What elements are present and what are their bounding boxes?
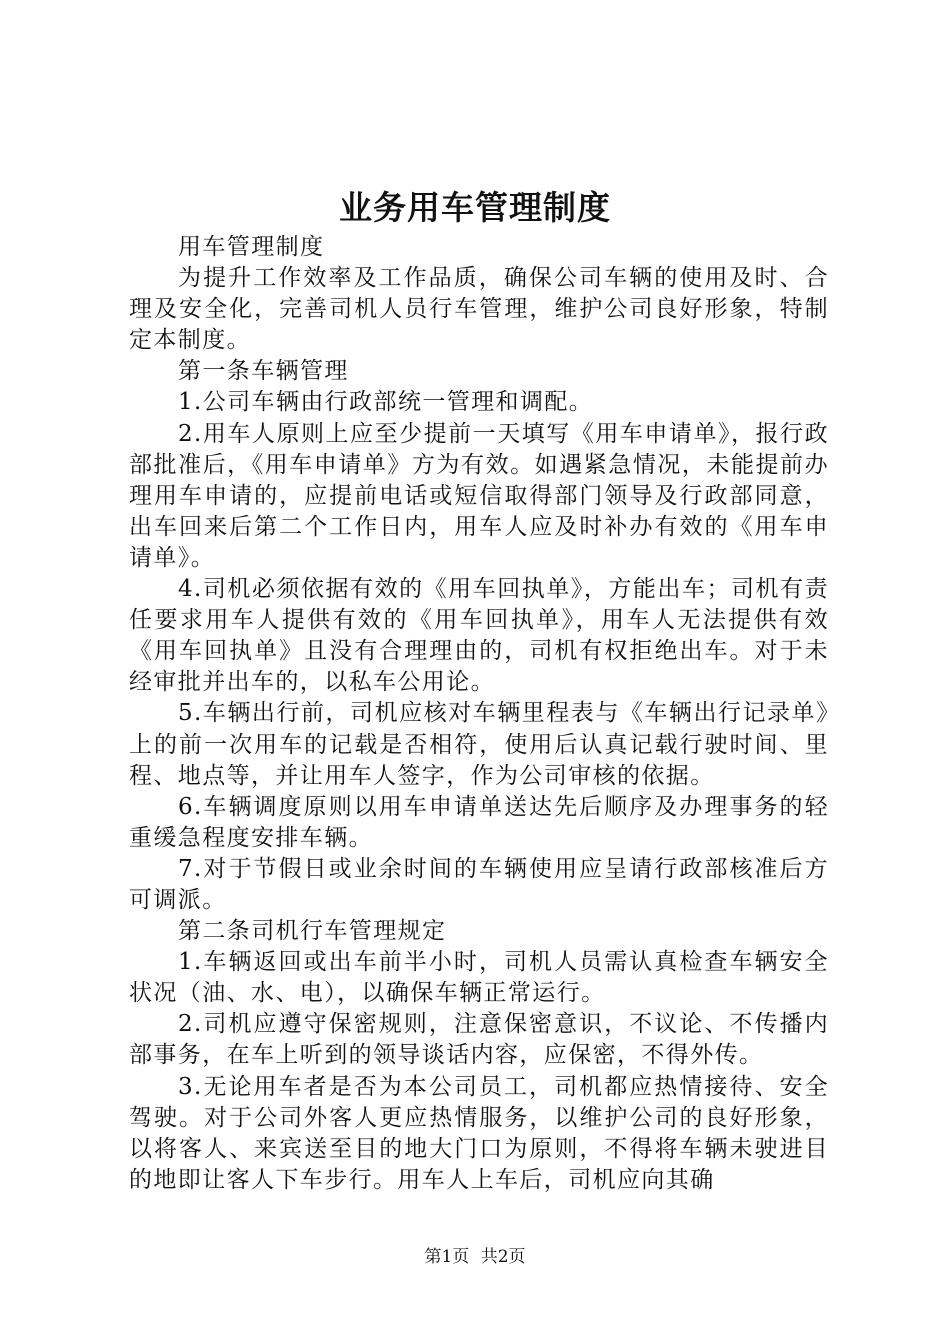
clause-paragraph: 7.对于节假日或业余时间的车辆使用应呈请行政部核准后方可调派。 <box>129 855 829 913</box>
page-footer <box>0 1245 950 1269</box>
clause-paragraph: 5.车辆出行前，司机应核对车辆里程表与《车辆出行记录单》上的前一次用车的记载是否相符，使用后认真记载行驶时间、里程、地点等，并让用车人签字，作为公司审核的依据。 <box>129 700 829 789</box>
clause-paragraph: 1.车辆返回或出车前半小时，司机人员需认真检查车辆安全状况（油、水、电），以确保车辆正常运行。 <box>129 949 829 1007</box>
clause-paragraph: 3.无论用车者是否为本公司员工，司机都应热情接待、安全驾驶。对于公司外客人更应热情服务，以维护公司的良好形象，以将客人、来宾送至目的地大门口为原则，不得将车辆未驶进目的地即让客人下车步行。用车人上车后，司机应向其确 <box>129 1073 829 1193</box>
clause-paragraph: 4.司机必须依据有效的《用车回执单》，方能出车；司机有责任要求用车人提供有效的《用车回执单》，用车人无法提供有效《用车回执单》且没有合理理由的，司机有权拒绝出车。对于未经审批并出车的，以私车公用论。 <box>129 576 829 696</box>
document-title: 业务用车管理制度 <box>339 188 611 227</box>
document-body <box>129 232 829 1196</box>
clause-paragraph: 6.车辆调度原则以用车申请单送达先后顺序及办理事务的轻重缓急程度安排车辆。 <box>129 793 829 851</box>
page-total: 共2页 <box>480 1247 526 1267</box>
clause-paragraph: 2.司机应遵守保密规则，注意保密意识，不议论、不传播内部事务，在车上听到的领导谈话内容，应保密，不得外传。 <box>129 1011 829 1069</box>
section-heading-vehicle-management: 第一条车辆管理 <box>178 358 349 385</box>
clause-paragraph: 2.用车人原则上应至少提前一天填写《用车申请单》，报行政部批准后，《用车申请单》方为有效。如遇紧急情况，未能提前办理用车申请的，应提前电话或短信取得部门领导及行政部同意，出车回来后第二个工作日内，用车人应及时补办有效的《用车申请单》。 <box>129 420 829 571</box>
clause-paragraph: 1.公司车辆由行政部统一管理和调配。 <box>178 389 594 416</box>
intro-paragraph: 为提升工作效率及工作品质，确保公司车辆的使用及时、合理及安全化，完善司机人员行车管理，维护公司良好形象，特制定本制度。 <box>129 265 829 354</box>
section-heading-driver-rules: 第二条司机行车管理规定 <box>178 918 447 945</box>
subtitle-paragraph: 用车管理制度 <box>178 234 325 260</box>
page-number: 第1页 <box>424 1247 470 1267</box>
